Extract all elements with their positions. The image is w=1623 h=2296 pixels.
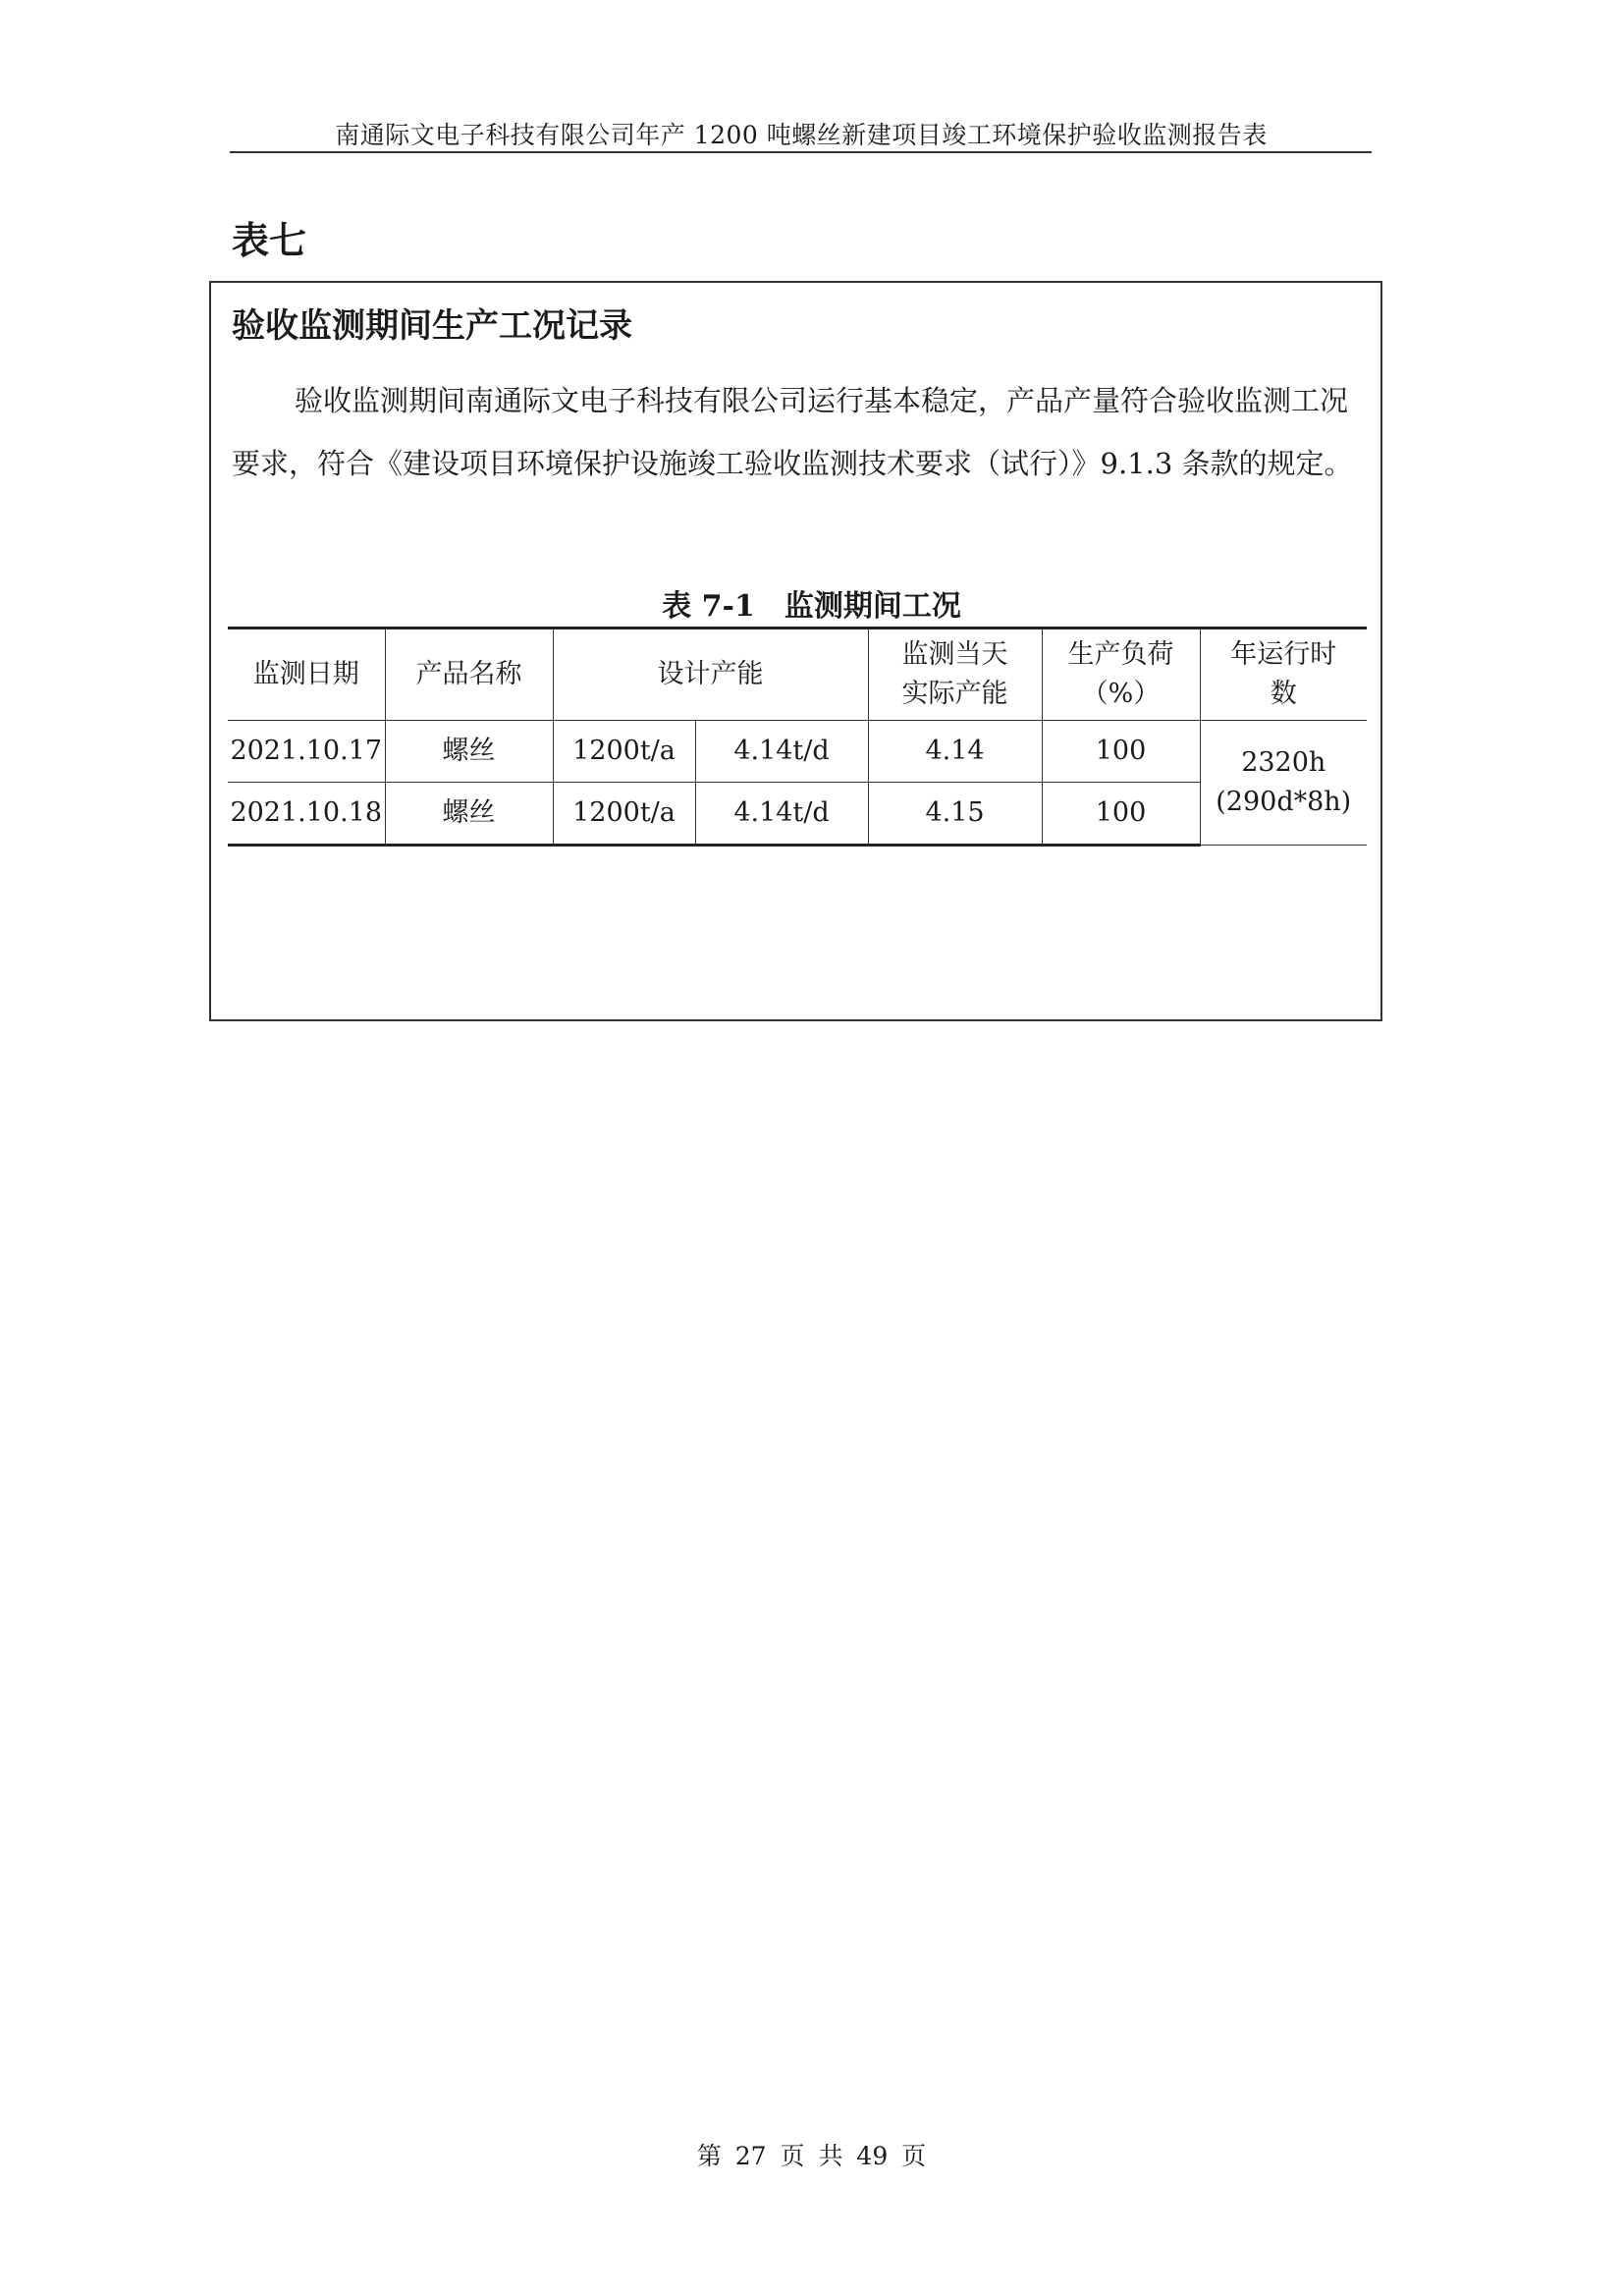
header-load-line1: 生产负荷: [1067, 639, 1174, 670]
cell-load: 100: [1042, 721, 1200, 783]
annual-hours-breakdown: (290d*8h): [1216, 787, 1352, 817]
table-row: [228, 783, 1367, 846]
header-divider: [230, 151, 1372, 153]
header-annual-hours: [1200, 629, 1367, 721]
table-row: [228, 721, 1367, 783]
page-number-footer: 第 27 页 共 49 页: [696, 2142, 927, 2170]
cell-load: 100: [1042, 783, 1200, 846]
cell-annual-hours: [1200, 721, 1367, 846]
cell-daily-capacity: 4.14t/d: [695, 721, 868, 783]
cell-actual-capacity: 4.15: [868, 783, 1042, 846]
cell-actual-capacity: 4.14: [868, 721, 1042, 783]
cell-date: 2021.10.17: [228, 721, 385, 783]
table-header-row: [228, 629, 1367, 721]
annual-hours-value: 2320h: [1241, 747, 1326, 778]
header-hours-line1: 年运行时: [1230, 639, 1337, 670]
cell-annual-capacity: 1200t/a: [553, 721, 695, 783]
production-condition-table: [228, 627, 1367, 847]
description-paragraph: 验收监测期间南通际文电子科技有限公司运行基本稳定，产品产量符合验收监测工况要求，符合《建设项目环境保护设施竣工验收监测技术要求（试行）》9.1.3 条款的规定。: [232, 384, 1353, 480]
cell-product: 螺丝: [385, 783, 553, 846]
header-design-capacity: 设计产能: [553, 629, 868, 721]
header-actual-capacity-line1: 监测当天: [901, 639, 1008, 670]
section-title: 表七: [232, 219, 307, 262]
header-product: 产品名称: [385, 629, 553, 721]
header-actual-capacity-line2: 实际产能: [901, 679, 1008, 709]
header-date: 监测日期: [228, 629, 385, 721]
header-hours-line2: 数: [1270, 679, 1297, 709]
header-actual-capacity: [868, 629, 1042, 721]
report-header-title: 南通际文电子科技有限公司年产 1200 吨螺丝新建项目竣工环境保护验收监测报告表: [335, 121, 1268, 149]
header-load: [1042, 629, 1200, 721]
cell-product: 螺丝: [385, 721, 553, 783]
cell-date: 2021.10.18: [228, 783, 385, 846]
header-load-line2: （%）: [1081, 679, 1161, 709]
box-title: 验收监测期间生产工况记录: [232, 306, 632, 346]
cell-annual-capacity: 1200t/a: [553, 783, 695, 846]
cell-daily-capacity: 4.14t/d: [695, 783, 868, 846]
table-caption: 表 7-1 监测期间工况: [662, 589, 961, 624]
